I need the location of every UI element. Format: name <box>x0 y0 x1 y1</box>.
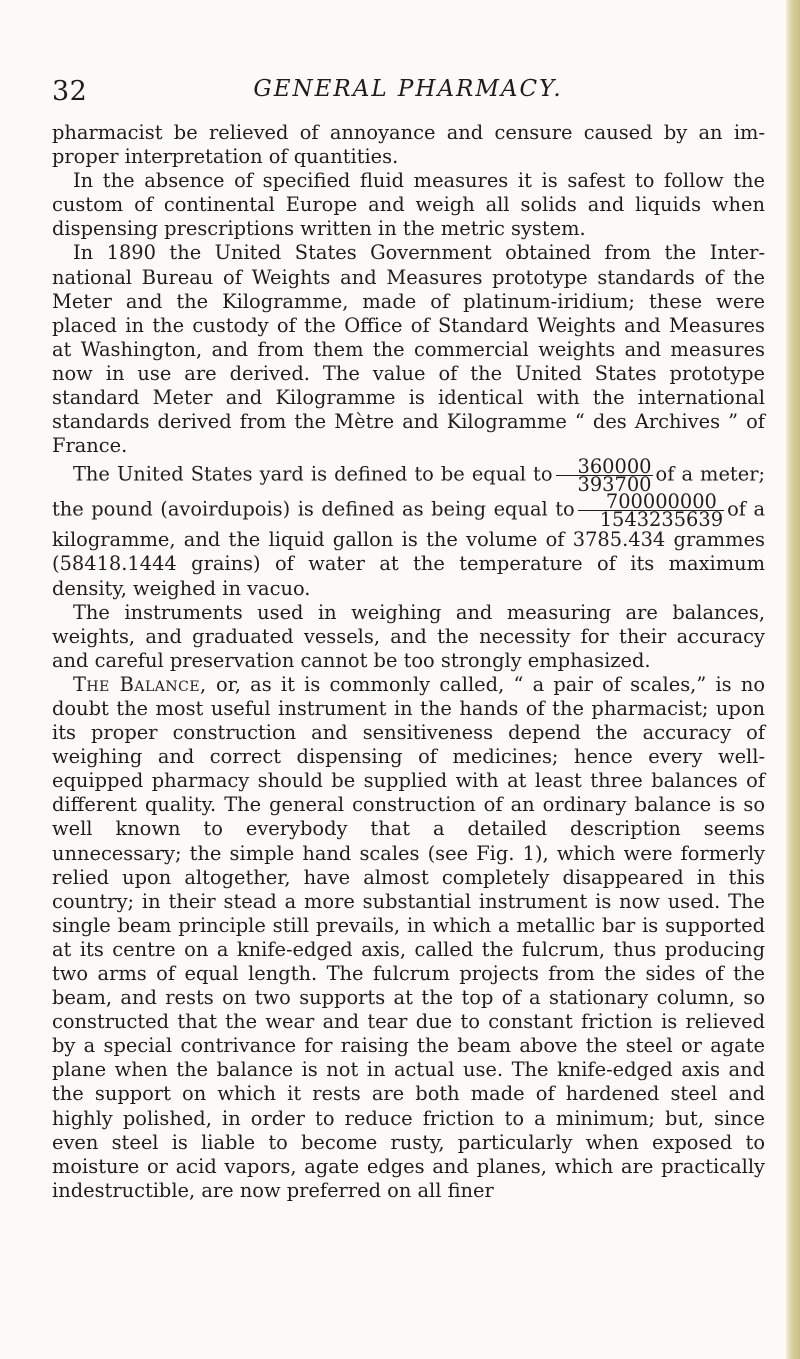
page-header <box>52 76 764 110</box>
body-text <box>52 121 765 1203</box>
paragraph-with-fractions <box>52 455 765 600</box>
fraction-denominator: 393700 <box>556 475 653 493</box>
text-run: of a meter; the pound (avoirdupois) is defined as being equal to <box>52 462 765 521</box>
paragraph: The instruments used in weighing and measuring are balances, weights, and graduated vessels, and the necessity for their accuracy and careful preservation cannot be too strongly emphasized. <box>52 600 765 672</box>
text-run: or, as it is commonly called, “ a pair of scales,” is no doubt the most useful instrument in the hands of the pharmacist; upon its proper construction and sensitiveness depend the accuracy of weighing and correct dispensing of medicines; hence every well-equipped pharmacy should be supplied with at least three balances of different quality. The general construction of an ordinary balance is so well known to everybody that a detailed description seems unnecessary; the simple hand scales (see Fig. 1), which were formerly relied upon altogether, have almost completely disappeared in this country; in their stead a more substantial instrument is now used. The single beam principle still prevails, in which a metallic bar is supported at its centre on a knife-edged axis, called the fulcrum, thus producing two arms of equal length. The fulcrum projects from the sides of the beam, and rests on two supports at the top of a stationary column, so constructed that the wear and tear due to constant friction is relieved by a special contrivance for raising the beam above the steel or agate plane when the balance is not in actual use. The knife-edged axis and the support on which it rests are both made of hardened steel and highly polished, in order to reduce friction to a minimum; but, since even steel is liable to become rusty, particularly when exposed to moisture or acid vapors, agate edges and planes, which are practically indestructible, are now preferred on all finer <box>52 672 766 1202</box>
fraction-numerator: 700000000 <box>605 490 717 514</box>
fraction-yard <box>556 455 653 497</box>
fraction-pound <box>578 490 724 532</box>
text-run: of a kilogramme, and the liquid gallon is the volume of 3785.434 grammes (58418.1444 grains) of water at the temperature of its maximum density, weighed in vacuo. <box>52 497 765 600</box>
paragraph: In 1890 the United States Government obtained from the International Bureau of Weights and Measures prototype standards of the Meter and the Kilogramme, made of platinum-iridium; these were placed in the custody of the Office of Standard Weights and Measures at Washington, and from them the commercial weights and measures now in use are derived. The value of the United States prototype standard Meter and Kilogramme is identical with the international standards derived from the Mètre and Kilogramme “ des Archives ” of France. <box>52 241 765 458</box>
fraction-denominator: 1543235639 <box>578 510 724 528</box>
section-lead: The Balance, <box>73 672 207 696</box>
paragraph: In the absence of specified fluid measures it is safest to follow the custom of continental Europe and weigh all solids and liquids when dispensing prescriptions written in the metric system. <box>52 169 765 241</box>
paragraph: pharmacist be relieved of annoyance and censure caused by an improper interpretation of quantities. <box>52 121 765 169</box>
running-head: GENERAL PHARMACY. <box>253 76 563 102</box>
page-number: 32 <box>52 76 88 107</box>
text-run: The United States yard is defined to be equal to <box>73 462 553 486</box>
fraction-numerator: 360000 <box>577 455 652 479</box>
paragraph-balance <box>52 673 765 1203</box>
page-edge <box>786 0 800 1359</box>
